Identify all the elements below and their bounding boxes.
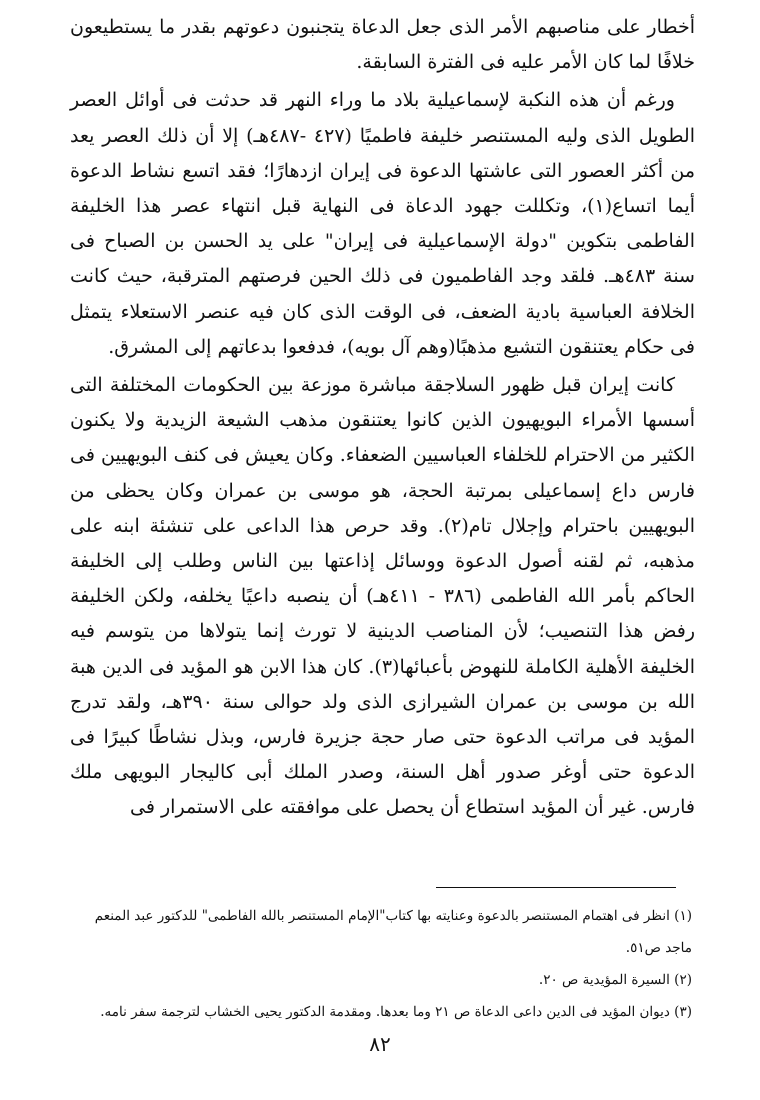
paragraph-2: ورغم أن هذه النكبة لإسماعيلية بلاد ما وراء النهر قد حدثت فى أوائل العصر الطويل الذى وليه المستنصر خليفة فاطميًا (٤٢٧ -٤٨٧هـ) إلا أن ذلك العصر يعد من أكثر العصور التى عاشتها الدعوة فى إيران ازدهارًا؛ فقد اتسع نشاط الدعوة أيما اتساع(١)، وتكللت جهود الدعاة فى النهاية قبل انتهاء عصر هذا الخليفة الفاطمى بتكوين "دولة الإسماعيلية فى إيران" على يد الحسن بن الصباح فى سنة ٤٨٣هـ. فلقد وجد الفاطميون فى ذلك الحين فرصتهم المترقبة، حيث كانت الخلافة العباسية بادية الضعف، فى الوقت الذى كان فيه عنصر الاستعلاء يتمثل فى حكام يعتنقون التشيع مذهبًا(وهم آل بويه)، فدفعوا بدعاتهم إلى المشرق. [70, 89, 696, 358]
footnote-divider [436, 887, 676, 888]
body-text [70, 10, 695, 829]
footnotes [70, 900, 692, 1028]
paragraph-1: أخطار على مناصبهم الأمر الذى جعل الدعاة يتجنبون دعوتهم بقدر ما يستطيعون خلافًا لما كان الأمر عليه فى الفترة السابقة. [70, 16, 695, 74]
footnote-1: (١) انظر فى اهتمام المستنصر بالدعوة وعنايته بها كتاب"الإمام المستنصر بالله الفاطمى" للدكتور عبد المنعم ماجد ص٥١. [94, 908, 692, 956]
page-number: ٨٢ [369, 1032, 391, 1056]
footnote-3: (٣) ديوان المؤيد فى الدين داعى الدعاة ص ٢١ وما بعدها. ومقدمة الدكتور يحيى الخشاب لترجمة سفر نامه. [100, 1004, 692, 1020]
paragraph-3: كانت إيران قبل ظهور السلاجقة مباشرة موزعة بين الحكومات المختلفة التى أسسها الأمراء البويهيون الذين كانوا يعتنقون مذهب الشيعة الزيدية ولا يكنون الكثير من الاحترام للخلفاء العباسيين الضعفاء. وكان يعيش فى كنف البويهيين فى فارس داع إسماعيلى بمرتبة الحجة، هو موسى بن عمران وكان يحظى من البويهيين باحترام وإجلال تام(٢). وقد حرص هذا الداعى على تنشئة ابنه على مذهبه، ثم لقنه أصول الدعوة ووسائل إذاعتها بين الناس وطلب إلى الخليفة الحاكم بأمر الله الفاطمى (٣٨٦ - ٤١١هـ) أن ينصبه داعيًا يخلفه، ولكن الخليفة رفض هذا التنصيب؛ لأن المناصب الدينية لا تورث إنما يتولاها من يتوسم فيه الخليفة الأهلية الكاملة للنهوض بأعبائها(٣). كان هذا الابن هو المؤيد فى الدين هبة الله بن موسى بن عمران الشيرازى الذى ولد حوالى سنة ٣٩٠هـ، ولقد تدرج المؤيد فى مراتب الدعوة حتى صار حجة جزيرة فارس، وبذل نشاطًا كبيرًا فى الدعوة حتى أوغر صدور أهل السنة، وصدر الملك أبى كاليجار البويهى ملك فارس. غير أن المؤيد استطاع أن يحصل على موافقته على الاستمرار فى [70, 374, 696, 819]
footnote-2: (٢) السيرة المؤيدية ص ٢٠. [538, 972, 692, 988]
